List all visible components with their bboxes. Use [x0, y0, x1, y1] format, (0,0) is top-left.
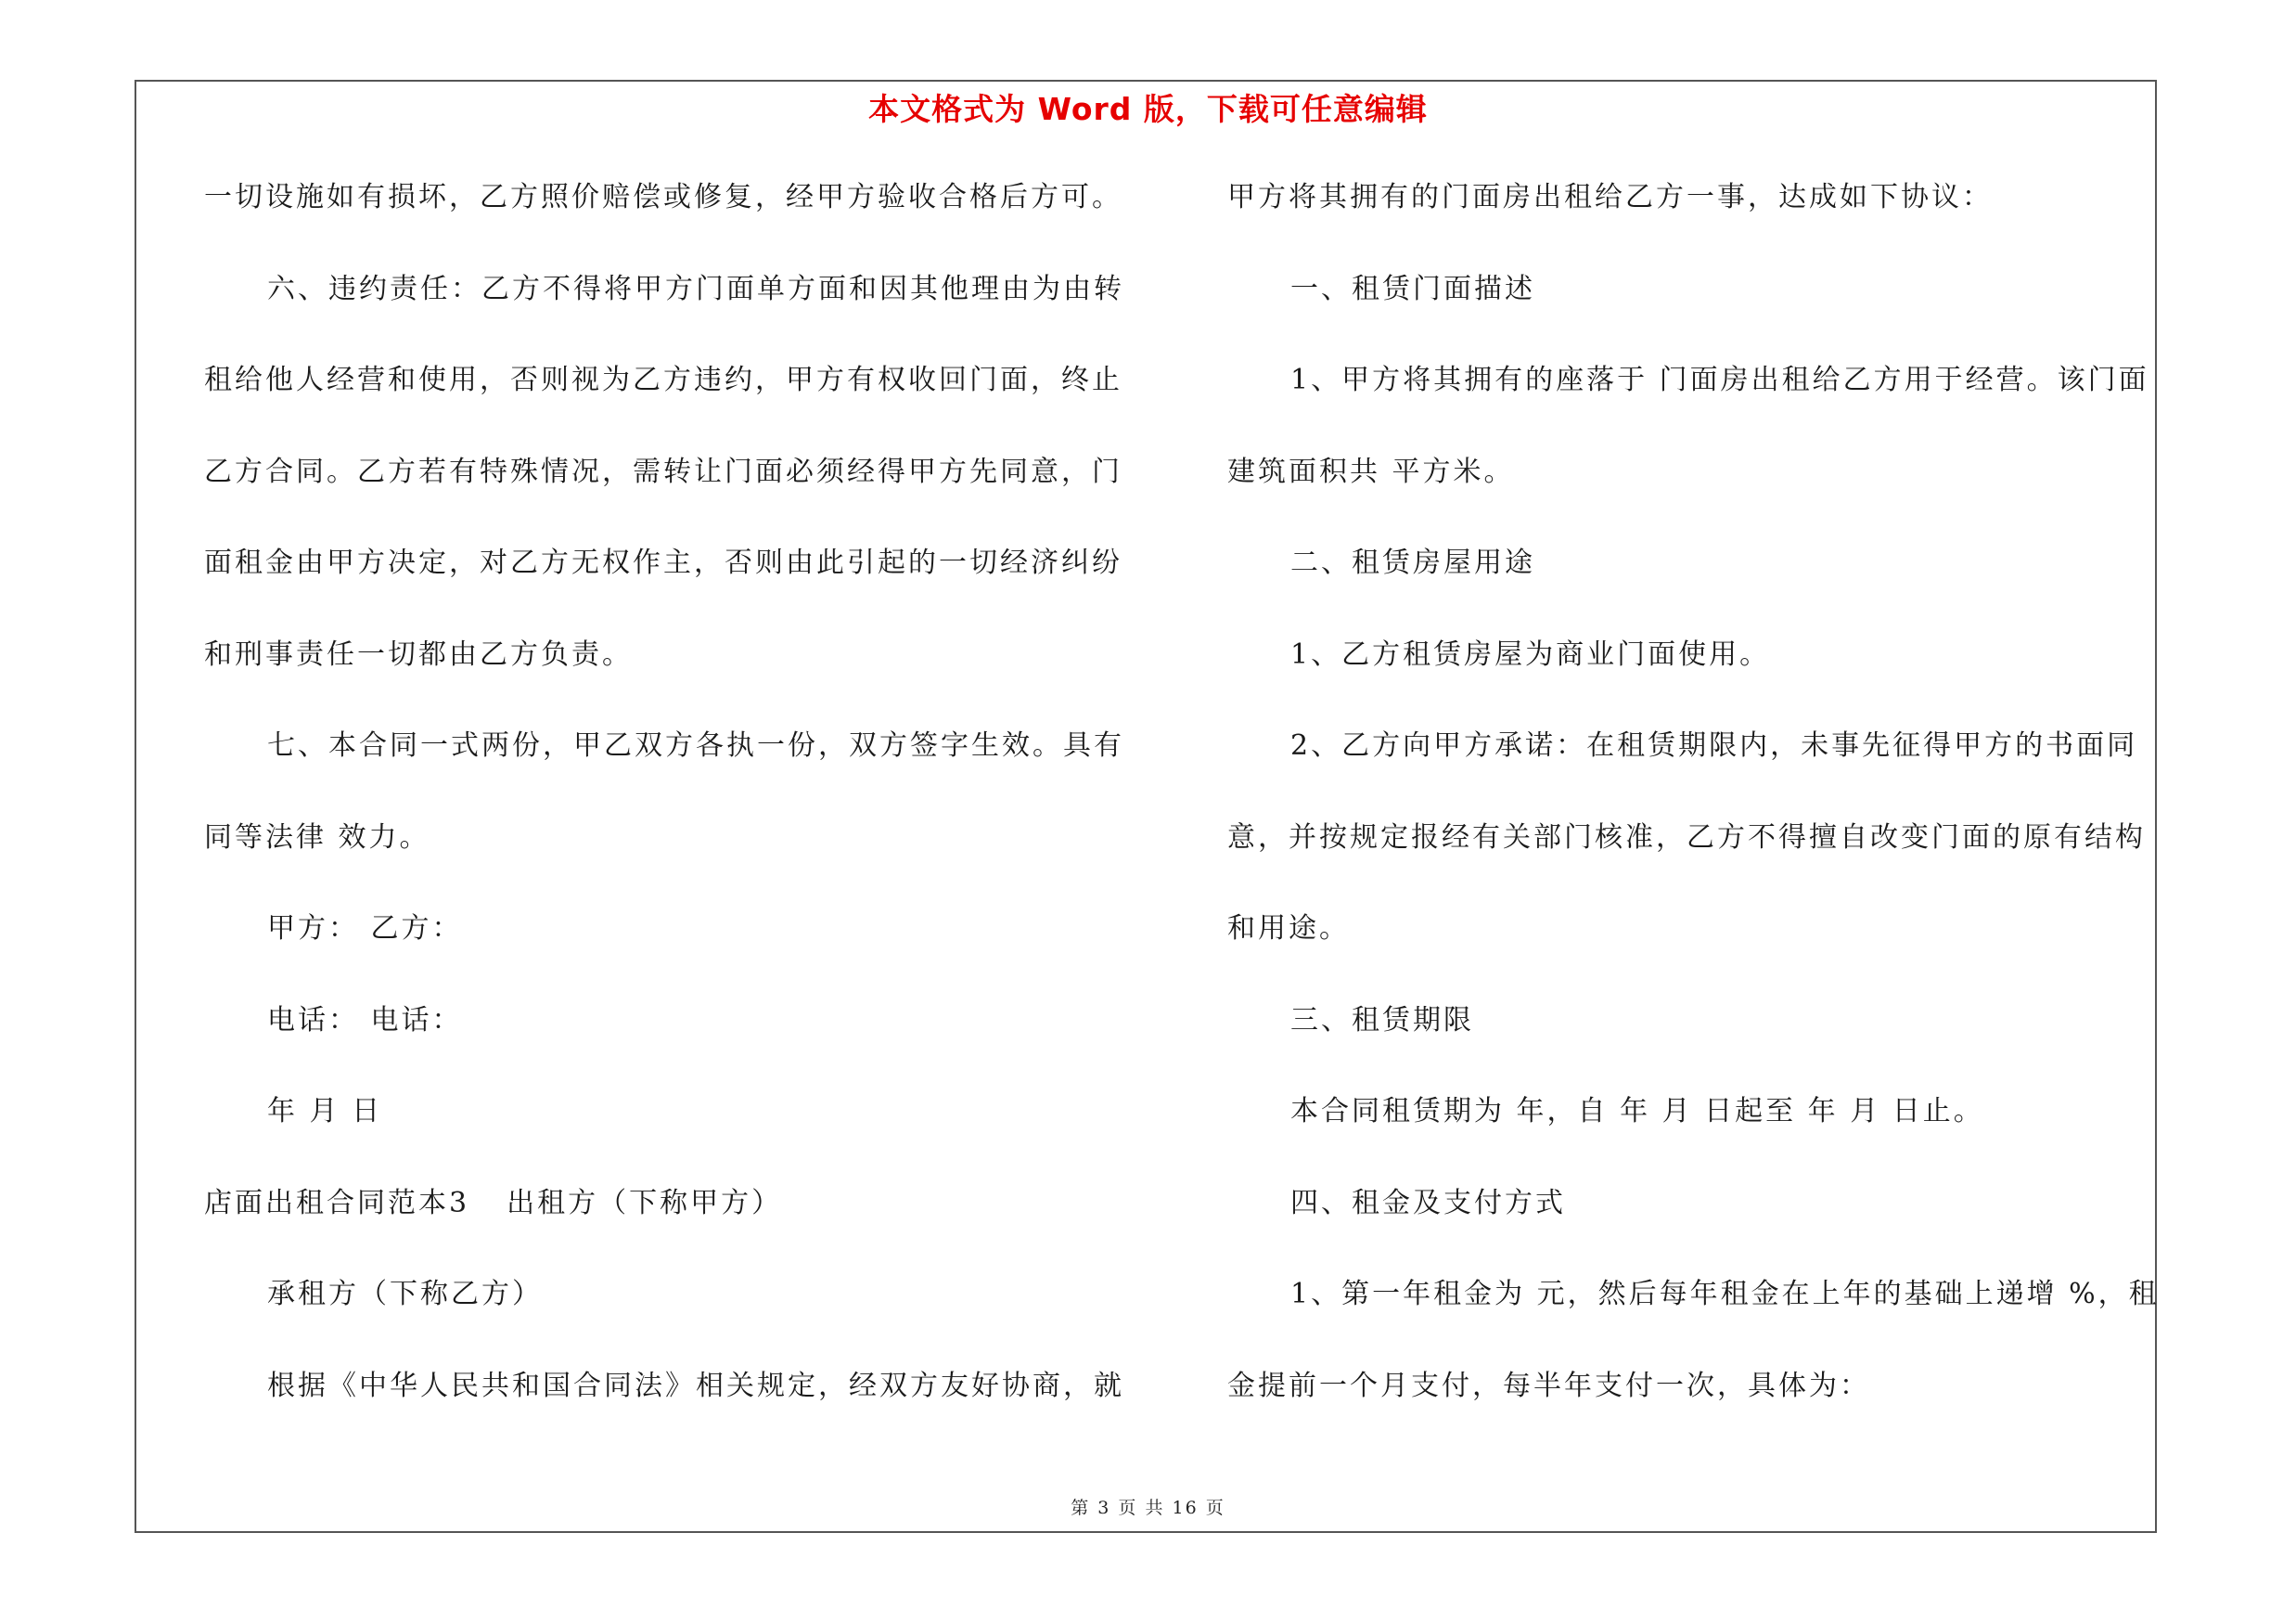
- paragraph-line: 同等法律 效力。: [204, 820, 430, 854]
- page-number-footer: 第 3 页 共 16 页: [1071, 1498, 1225, 1518]
- section-heading: 二、租赁房屋用途: [1290, 547, 1535, 579]
- paragraph-line: 和刑事责任一切都由乙方负责。: [204, 638, 633, 671]
- paragraph-line: 乙方合同。乙方若有特殊情况，需转让门面必须经得甲方先同意，门: [204, 455, 1122, 488]
- paragraph-line: 七、本合同一式两份，甲乙双方各执一份，双方签字生效。具有: [267, 729, 1124, 762]
- paragraph-line: 意，并按规定报经有关部门核准，乙方不得擅自改变门面的原有结构: [1227, 820, 2146, 854]
- section-heading: 一、租赁门面描述: [1290, 272, 1535, 305]
- signature-date-line: 年 月 日: [267, 1095, 383, 1127]
- contract-heading-line: [204, 1186, 1132, 1282]
- contract-title: 店面出租合同范本3: [204, 1186, 470, 1219]
- paragraph-line: 1、甲方将其拥有的座落于 门面房出租给乙方用于经营。该门面: [1290, 364, 2149, 396]
- paragraph-line: 和用途。: [1227, 912, 1350, 945]
- paragraph-line: 建筑面积共 平方米。: [1227, 455, 1515, 488]
- signature-phone-line: 电话： 电话：: [267, 1003, 463, 1037]
- format-notice-banner: 本文格式为 Word 版，下载可任意编辑: [868, 91, 1428, 127]
- paragraph-line: 金提前一个月支付，每半年支付一次，具体为：: [1227, 1369, 1870, 1402]
- paragraph-line: 面租金由甲方决定，对乙方无权作主，否则由此引起的一切经济纠纷: [204, 547, 1122, 579]
- paragraph-line: 六、违约责任：乙方不得将甲方门面单方面和因其他理由为由转: [267, 272, 1124, 305]
- lessee-label: 承租方（下称乙方）: [267, 1278, 543, 1310]
- lessor-label: 出租方（下称甲方）: [507, 1186, 783, 1219]
- signature-party-line: 甲方： 乙方：: [267, 912, 463, 945]
- section-heading: 四、租金及支付方式: [1290, 1186, 1566, 1219]
- paragraph-line: 2、乙方向甲方承诺：在租赁期限内，未事先征得甲方的书面同: [1290, 729, 2138, 762]
- section-heading: 三、租赁期限: [1290, 1003, 1474, 1037]
- left-text-column: [204, 181, 1132, 1463]
- paragraph-line: 甲方将其拥有的门面房出租给乙方一事，达成如下协议：: [1227, 181, 1993, 213]
- paragraph-line: 租给他人经营和使用，否则视为乙方违约，甲方有权收回门面，终止: [204, 364, 1122, 396]
- paragraph-line: 一切设施如有损坏，乙方照价赔偿或修复，经甲方验收合格后方可。: [204, 181, 1122, 213]
- right-text-column: [1227, 181, 2160, 1463]
- paragraph-line: 本合同租赁期为 年，自 年 月 日起至 年 月 日止。: [1290, 1095, 1984, 1127]
- paragraph-line: 1、乙方租赁房屋为商业门面使用。: [1290, 638, 1771, 671]
- paragraph-line: 根据《中华人民共和国合同法》相关规定，经双方友好协商，就: [267, 1369, 1124, 1402]
- paragraph-line: 1、第一年租金为 元，然后每年租金在上年的基础上递增 %，租: [1290, 1278, 2160, 1310]
